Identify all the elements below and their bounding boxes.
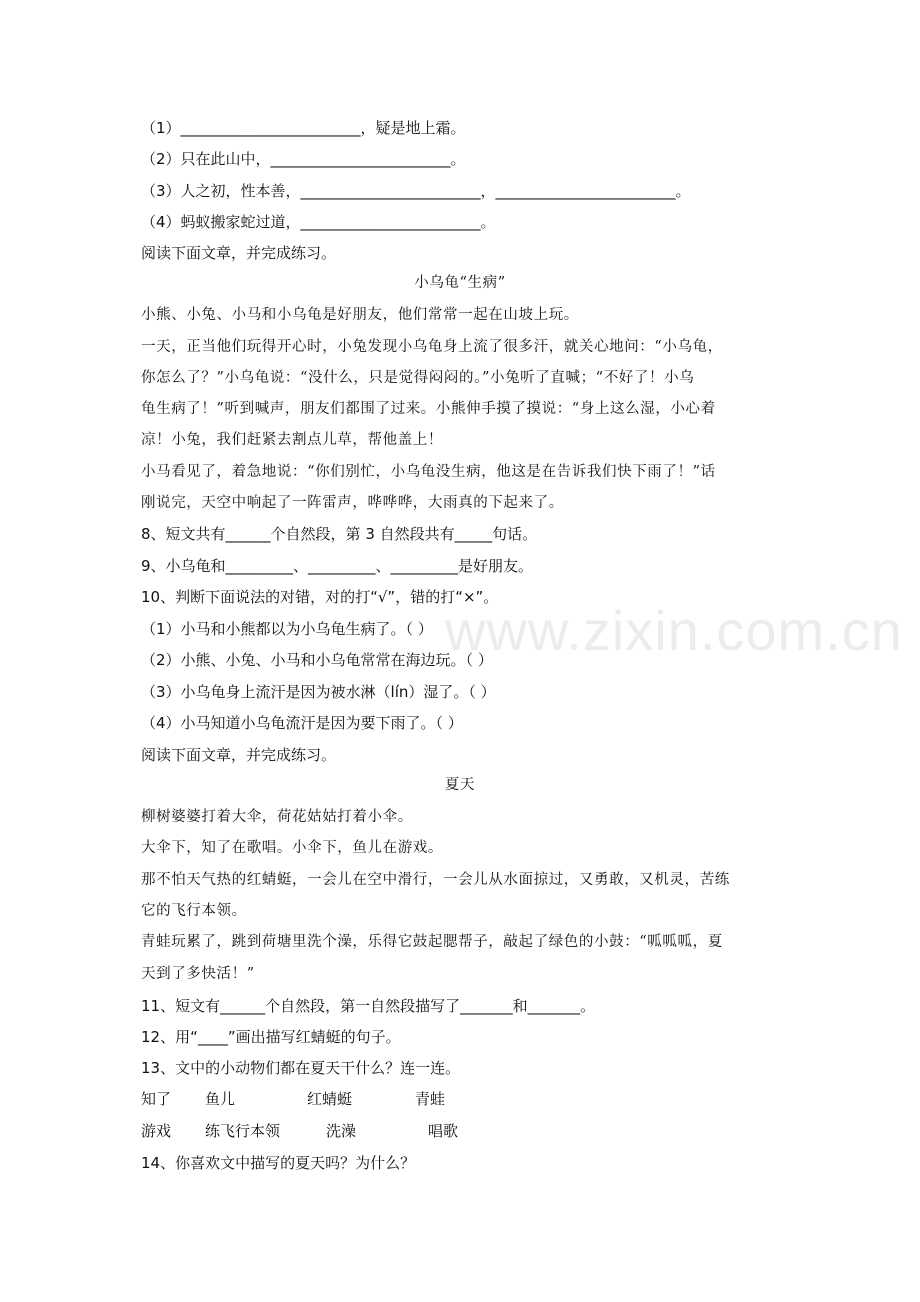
passage1-line: 凉！小兔，我们赶紧去割点儿草，帮他盖上！: [141, 432, 443, 448]
judge-item-3: （3）小乌龟身上流汗是因为被水淋（lín）湿了。（ ）: [141, 683, 496, 701]
passage2-line: 天到了多快活！”: [141, 966, 255, 982]
passage2-line: 那不怕天气热的红蜻蜓，一会儿在空中滑行，一会儿从水面掠过，又勇敢，又机灵，苦练: [141, 872, 730, 888]
question-12: 12、用“____”画出描写红蜻蜓的句子。: [141, 1028, 401, 1046]
passage2-line: 大伞下，知了在歌唱。小伞下，鱼儿在游戏。: [141, 840, 443, 856]
fill-item-2: （2）只在此山中，________________________。: [141, 150, 466, 168]
question-9: 9、小乌龟和_________、_________、_________是好朋友。: [141, 557, 534, 575]
reading-instruction-2: 阅读下面文章，并完成练习。: [141, 746, 337, 764]
passage-title-1: 小乌龟“生病”: [414, 275, 506, 291]
judge-item-2: （2）小熊、小兔、小马和小乌龟常常在海边玩。（ ）: [141, 651, 493, 669]
fill-item-3: （3）人之初，性本善，________________________，________________________。: [141, 182, 691, 200]
question-8: 8、短文共有______个自然段，第 3 自然段共有_____句话。: [141, 525, 538, 543]
passage1-line: 你怎么了？”小乌龟说：“没什么，只是觉得闷闷的。”小兔听了直喊；“不好了！小乌: [141, 370, 695, 386]
match-animal: 青蛙: [415, 1090, 446, 1108]
judge-item-1: （1）小马和小熊都以为小乌龟生病了。（ ）: [141, 620, 433, 638]
match-animal: 鱼儿: [205, 1090, 236, 1108]
watermark: www.zixin.com.cn: [445, 599, 903, 662]
passage2-line: 柳树婆婆打着大伞，荷花姑姑打着小伞。: [141, 809, 413, 825]
match-action: 洗澡: [326, 1122, 357, 1140]
question-11: 11、短文有______个自然段，第一自然段描写了_______和_______。: [141, 997, 596, 1015]
match-animal: 红蜻蜓: [307, 1090, 353, 1108]
reading-instruction-1: 阅读下面文章，并完成练习。: [141, 244, 337, 262]
question-10: 10、判断下面说法的对错，对的打“√”，错的打“×”。: [141, 588, 499, 606]
question-13: 13、文中的小动物们都在夏天干什么？连一连。: [141, 1059, 461, 1077]
passage2-line: 青蛙玩累了，跳到荷塘里洗个澡，乐得它鼓起腮帮子，敲起了绿色的小鼓：“呱呱呱，夏: [141, 934, 723, 950]
match-action: 练飞行本领: [205, 1122, 281, 1140]
passage1-line: 刚说完，天空中响起了一阵雷声，哗哗哗，大雨真的下起来了。: [141, 495, 564, 511]
passage1-line: 龟生病了！”听到喊声，朋友们都围了过来。小熊伸手摸了摸说：“身上这么湿，小心着: [141, 401, 716, 417]
judge-item-4: （4）小马知道小乌龟流汗是因为要下雨了。（ ）: [141, 714, 463, 732]
passage1-line: 小马看见了，着急地说：“你们别忙，小乌龟没生病，他这是在告诉我们快下雨了！”话: [141, 464, 716, 480]
match-action: 唱歌: [428, 1122, 459, 1140]
passage2-line: 它的飞行本领。: [141, 903, 247, 919]
match-action: 游戏: [141, 1122, 172, 1140]
match-row-animals: [141, 1089, 784, 1109]
passage-title-2: 夏天: [444, 777, 476, 793]
fill-item-4: （4）蚂蚁搬家蛇过道，________________________。: [141, 213, 496, 231]
match-animal: 知了: [141, 1090, 172, 1108]
question-14: 14、你喜欢文中描写的夏天吗？为什么？: [141, 1154, 416, 1172]
match-row-actions: [141, 1121, 784, 1141]
passage1-line: 一天，正当他们玩得开心时，小兔发现小乌龟身上流了很多汗，就关心地问：“小乌龟，: [141, 339, 723, 355]
passage1-line: 小熊、小兔、小马和小乌龟是好朋友，他们常常一起在山坡上玩。: [141, 307, 579, 323]
fill-item-1: （1）________________________，疑是地上霜。: [141, 119, 466, 137]
